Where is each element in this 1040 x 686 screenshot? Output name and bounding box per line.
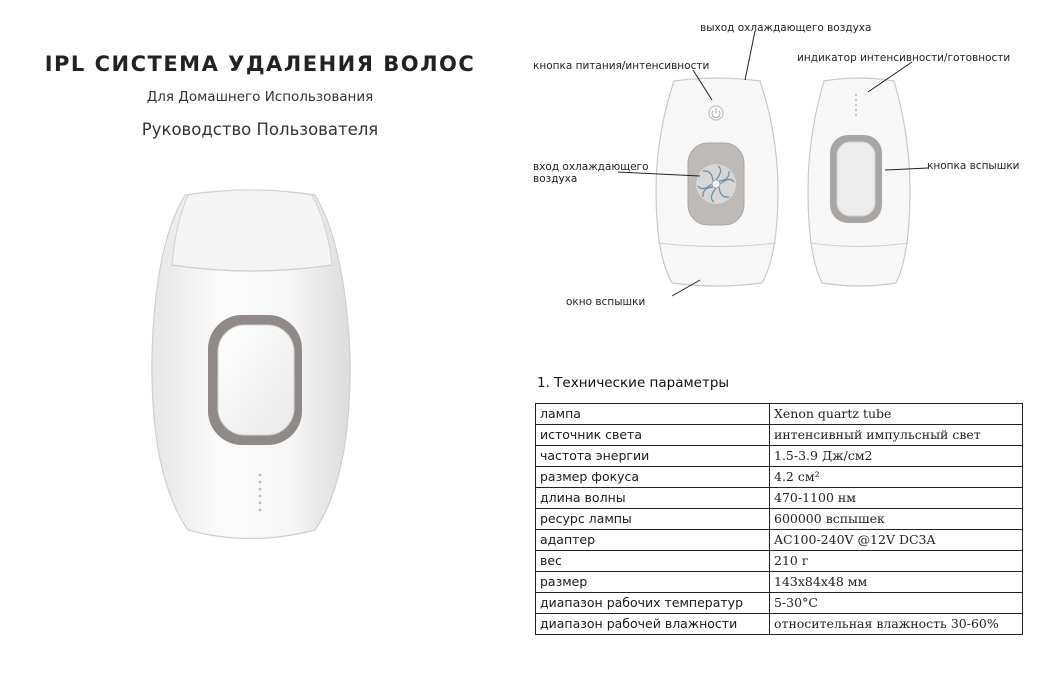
- table-row: [536, 425, 1023, 446]
- spec-value: интенсивный импульсный свет: [770, 425, 1023, 446]
- spec-value: 1.5-3.9 Дж/см2: [770, 446, 1023, 467]
- spec-value: 5-30°C: [770, 593, 1023, 614]
- spec-label: вес: [536, 551, 770, 572]
- spec-label: размер фокуса: [536, 467, 770, 488]
- callout-cool-air-inlet-line2: воздуха: [533, 173, 578, 185]
- spec-label: частота энергии: [536, 446, 770, 467]
- spec-label: размер: [536, 572, 770, 593]
- spec-value: 143x84x48 мм: [770, 572, 1023, 593]
- specs-section-title: 1. Технические параметры: [537, 375, 730, 391]
- table-row: [536, 509, 1023, 530]
- spec-label: длина волны: [536, 488, 770, 509]
- spec-label: источник света: [536, 425, 770, 446]
- document-subtitle: Для Домашнего Использования: [146, 89, 374, 105]
- spec-value: Xenon quartz tube: [770, 404, 1023, 425]
- document-title: IPL СИСТЕМА УДАЛЕНИЯ ВОЛОС: [44, 52, 476, 76]
- table-row: [536, 404, 1023, 425]
- spec-label: ресурс лампы: [536, 509, 770, 530]
- spec-value: AC100-240V @12V DC3A: [770, 530, 1023, 551]
- table-row: [536, 488, 1023, 509]
- spec-label: диапазон рабочей влажности: [536, 614, 770, 635]
- callout-cool-air-inlet-line1: вход охлаждающего: [533, 161, 649, 173]
- table-row: [536, 530, 1023, 551]
- callout-flash-window: окно вспышки: [566, 296, 646, 308]
- callout-power-button: кнопка питания/интенсивности: [533, 60, 710, 72]
- spec-value: 600000 вспышек: [770, 509, 1023, 530]
- specs-table: [535, 403, 1023, 635]
- table-row: [536, 572, 1023, 593]
- spec-value: 210 г: [770, 551, 1023, 572]
- spec-value: 4.2 см²: [770, 467, 1023, 488]
- manual-title: Руководство Пользователя: [141, 120, 379, 139]
- callout-cool-air-inlet: [533, 161, 649, 185]
- spec-label: лампа: [536, 404, 770, 425]
- callout-flash-button: кнопка вспышки: [927, 160, 1020, 172]
- spec-label: адаптер: [536, 530, 770, 551]
- spec-label: диапазон рабочих температур: [536, 593, 770, 614]
- spec-value: относительная влажность 30-60%: [770, 614, 1023, 635]
- callout-intensity-indicator: индикатор интенсивности/готовности: [797, 52, 1011, 64]
- table-row: [536, 614, 1023, 635]
- table-row: [536, 467, 1023, 488]
- callout-cool-air-outlet: выход охлаждающего воздуха: [700, 22, 872, 34]
- table-row: [536, 551, 1023, 572]
- spec-value: 470-1100 нм: [770, 488, 1023, 509]
- table-row: [536, 593, 1023, 614]
- table-row: [536, 446, 1023, 467]
